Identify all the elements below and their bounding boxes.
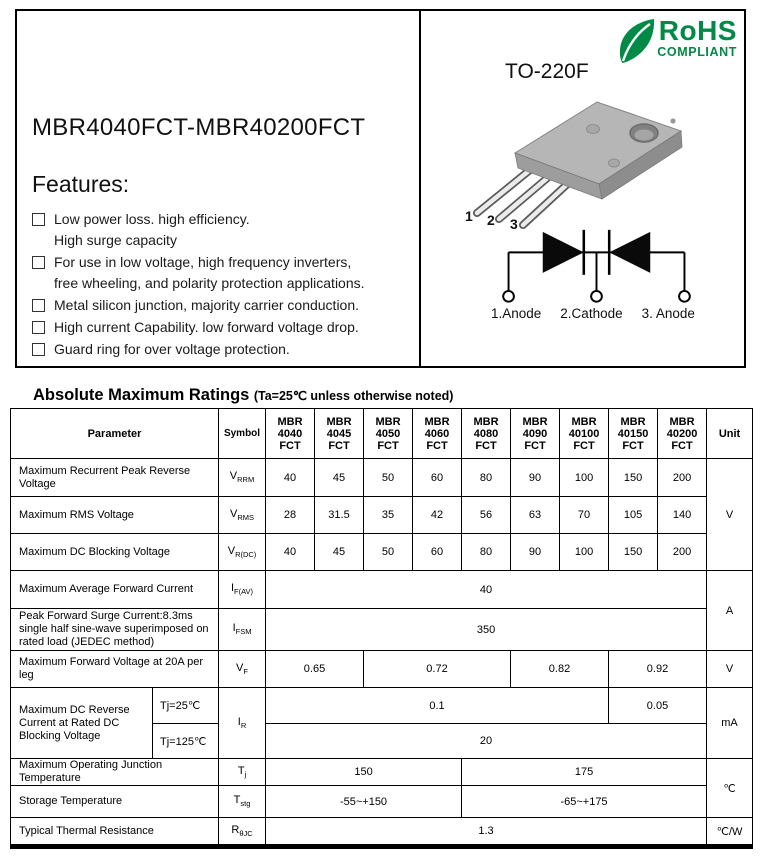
- col-model-2: MBR 4050 FCT: [364, 409, 413, 459]
- checkbox-icon: [32, 256, 45, 269]
- package-image: [441, 89, 711, 229]
- symbol-ifav: $I_{F(AV)}$: [219, 571, 266, 609]
- list-item: [32, 209, 402, 251]
- cell-value: 175: [462, 759, 707, 786]
- cell-value: 70: [560, 497, 609, 534]
- unit-volts: V: [707, 459, 753, 571]
- unit-celsius: ℃: [707, 759, 753, 818]
- checkbox-icon: [32, 343, 45, 356]
- cell-value: 90: [511, 459, 560, 497]
- pinout-legend: [491, 306, 714, 321]
- cell-value: 200: [658, 534, 707, 571]
- feature-text: For use in low voltage, high frequency inverters,: [54, 254, 352, 270]
- section-title: [33, 386, 453, 405]
- cell-value: 350: [266, 609, 707, 651]
- cell-value: -65~+175: [462, 786, 707, 818]
- col-unit: Unit: [707, 409, 753, 459]
- cell-value: 0.82: [511, 651, 609, 688]
- unit-milliamps: mA: [707, 688, 753, 759]
- feature-text: Guard ring for over voltage protection.: [54, 341, 290, 357]
- ratings-title: Absolute Maximum Ratings: [33, 386, 250, 404]
- cell-value: -55~+150: [266, 786, 462, 818]
- col-symbol: Symbol: [219, 409, 266, 459]
- feature-text: free wheeling, and polarity protection applications.: [54, 275, 365, 291]
- checkbox-icon: [32, 213, 45, 226]
- package-name: TO-220F: [505, 60, 589, 83]
- cell-value: 42: [413, 497, 462, 534]
- features-list: [32, 209, 402, 361]
- cell-value: 0.92: [609, 651, 707, 688]
- ratings-note: (Ta=25℃ unless otherwise noted): [253, 389, 454, 403]
- cell-value: 28: [266, 497, 315, 534]
- cell-value: 80: [462, 459, 511, 497]
- cell-value: 0.72: [364, 651, 511, 688]
- cell-value: 50: [364, 534, 413, 571]
- intro-panel: [17, 11, 421, 366]
- condition-tj125: Tj=125℃: [153, 724, 219, 759]
- feature-text: Metal silicon junction, majority carrier conduction.: [54, 297, 360, 313]
- pin-label-2: 2: [487, 212, 495, 228]
- col-model-6: MBR 40100 FCT: [560, 409, 609, 459]
- symbol-vrms: $V_{RMS}$: [219, 497, 266, 534]
- cell-value: 100: [560, 459, 609, 497]
- cell-value: 150: [609, 534, 658, 571]
- package-panel: [421, 11, 744, 366]
- pinout-anode3: 3. Anode: [641, 306, 695, 321]
- unit-amps: A: [707, 571, 753, 651]
- absolute-maximum-ratings-table: [10, 408, 753, 849]
- features-title: Features:: [32, 171, 130, 197]
- symbol-vrrm: $V_{RRM}$: [219, 459, 266, 497]
- cell-value: 35: [364, 497, 413, 534]
- header-panel: [15, 9, 746, 368]
- cell-value: 20: [266, 724, 707, 759]
- table-row: [11, 786, 753, 818]
- cell-value: 0.65: [266, 651, 364, 688]
- col-parameter: Parameter: [11, 409, 219, 459]
- pin-label-1: 1: [465, 208, 473, 224]
- table-row: [11, 759, 753, 786]
- symbol-rjc: $R_{\theta JC}$: [219, 818, 266, 847]
- table-row: [11, 688, 753, 724]
- pinout-anode1: 1.Anode: [491, 306, 542, 321]
- table-row: [11, 818, 753, 847]
- symbol-vrdc: $V_{R(DC)}$: [219, 534, 266, 571]
- cell-value: 150: [266, 759, 462, 786]
- cell-value: 60: [413, 459, 462, 497]
- cell-value: 90: [511, 534, 560, 571]
- cell-value: 140: [658, 497, 707, 534]
- param-vrrm: Maximum Recurrent Peak Reverse Voltage: [11, 459, 219, 497]
- table-row: [11, 651, 753, 688]
- cell-value: 0.05: [609, 688, 707, 724]
- table-row: [11, 497, 753, 534]
- col-model-8: MBR 40200 FCT: [658, 409, 707, 459]
- col-model-0: MBR 4040 FCT: [266, 409, 315, 459]
- cell-value: 80: [462, 534, 511, 571]
- symbol-tj: $T_j$: [219, 759, 266, 786]
- cell-value: 45: [315, 459, 364, 497]
- list-item: [32, 339, 402, 360]
- param-vrdc: Maximum DC Blocking Voltage: [11, 534, 219, 571]
- page-title: MBR4040FCT-MBR40200FCT: [32, 114, 366, 141]
- cell-value: 31.5: [315, 497, 364, 534]
- param-vrms: Maximum RMS Voltage: [11, 497, 219, 534]
- param-ifav: Maximum Average Forward Current: [11, 571, 219, 609]
- diode-symbol: [489, 223, 704, 311]
- rohs-logo: [617, 17, 737, 65]
- col-model-1: MBR 4045 FCT: [315, 409, 364, 459]
- table-row: [11, 571, 753, 609]
- feature-text: High surge capacity: [54, 232, 177, 248]
- param-tstg: Storage Temperature: [11, 786, 219, 818]
- cell-value: 40: [266, 534, 315, 571]
- symbol-tstg: $T_{stg}$: [219, 786, 266, 818]
- leaf-icon: [617, 17, 657, 65]
- cell-value: 45: [315, 534, 364, 571]
- param-vf: Maximum Forward Voltage at 20A per leg: [11, 651, 219, 688]
- table-row: [11, 534, 753, 571]
- col-model-4: MBR 4080 FCT: [462, 409, 511, 459]
- param-tj: Maximum Operating Junction Temperature: [11, 759, 219, 786]
- rohs-title: RoHS: [658, 15, 737, 46]
- list-item: [32, 295, 402, 316]
- param-rjc: Typical Thermal Resistance: [11, 818, 219, 847]
- param-ir: Maximum DC Reverse Current at Rated DC Blocking Voltage: [11, 688, 153, 759]
- checkbox-icon: [32, 299, 45, 312]
- col-model-3: MBR 4060 FCT: [413, 409, 462, 459]
- symbol-ir: $I_R$: [219, 688, 266, 759]
- unit-celsius-per-watt: ℃/W: [707, 818, 753, 847]
- param-ifsm: Peak Forward Surge Current:8.3ms single half sine-wave superimposed on rated load (JEDEC method): [11, 609, 219, 651]
- symbol-ifsm: $I_{FSM}$: [219, 609, 266, 651]
- cell-value: 1.3: [266, 818, 707, 847]
- pinout-cathode: 2.Cathode: [560, 306, 623, 321]
- table-row: [11, 609, 753, 651]
- cell-value: 150: [609, 459, 658, 497]
- cell-value: 105: [609, 497, 658, 534]
- cell-value: 100: [560, 534, 609, 571]
- unit-volts-vf: V: [707, 651, 753, 688]
- cell-value: 0.1: [266, 688, 609, 724]
- cell-value: 200: [658, 459, 707, 497]
- cell-value: 60: [413, 534, 462, 571]
- cell-value: 40: [266, 459, 315, 497]
- symbol-vf: $V_F$: [219, 651, 266, 688]
- list-item: [32, 252, 402, 294]
- cell-value: 63: [511, 497, 560, 534]
- col-model-7: MBR 40150 FCT: [609, 409, 658, 459]
- cell-value: 40: [266, 571, 707, 609]
- cell-value: 56: [462, 497, 511, 534]
- table-header-row: [11, 409, 753, 459]
- list-item: [32, 317, 402, 338]
- col-model-5: MBR 4090 FCT: [511, 409, 560, 459]
- condition-tj25: Tj=25℃: [153, 688, 219, 724]
- pin-label-3: 3: [510, 216, 518, 229]
- rohs-subtitle: COMPLIANT: [657, 45, 737, 59]
- feature-text: High current Capability. low forward voltage drop.: [54, 319, 359, 335]
- feature-text: Low power loss. high efficiency.: [54, 211, 250, 227]
- table-row: [11, 459, 753, 497]
- checkbox-icon: [32, 321, 45, 334]
- cell-value: 50: [364, 459, 413, 497]
